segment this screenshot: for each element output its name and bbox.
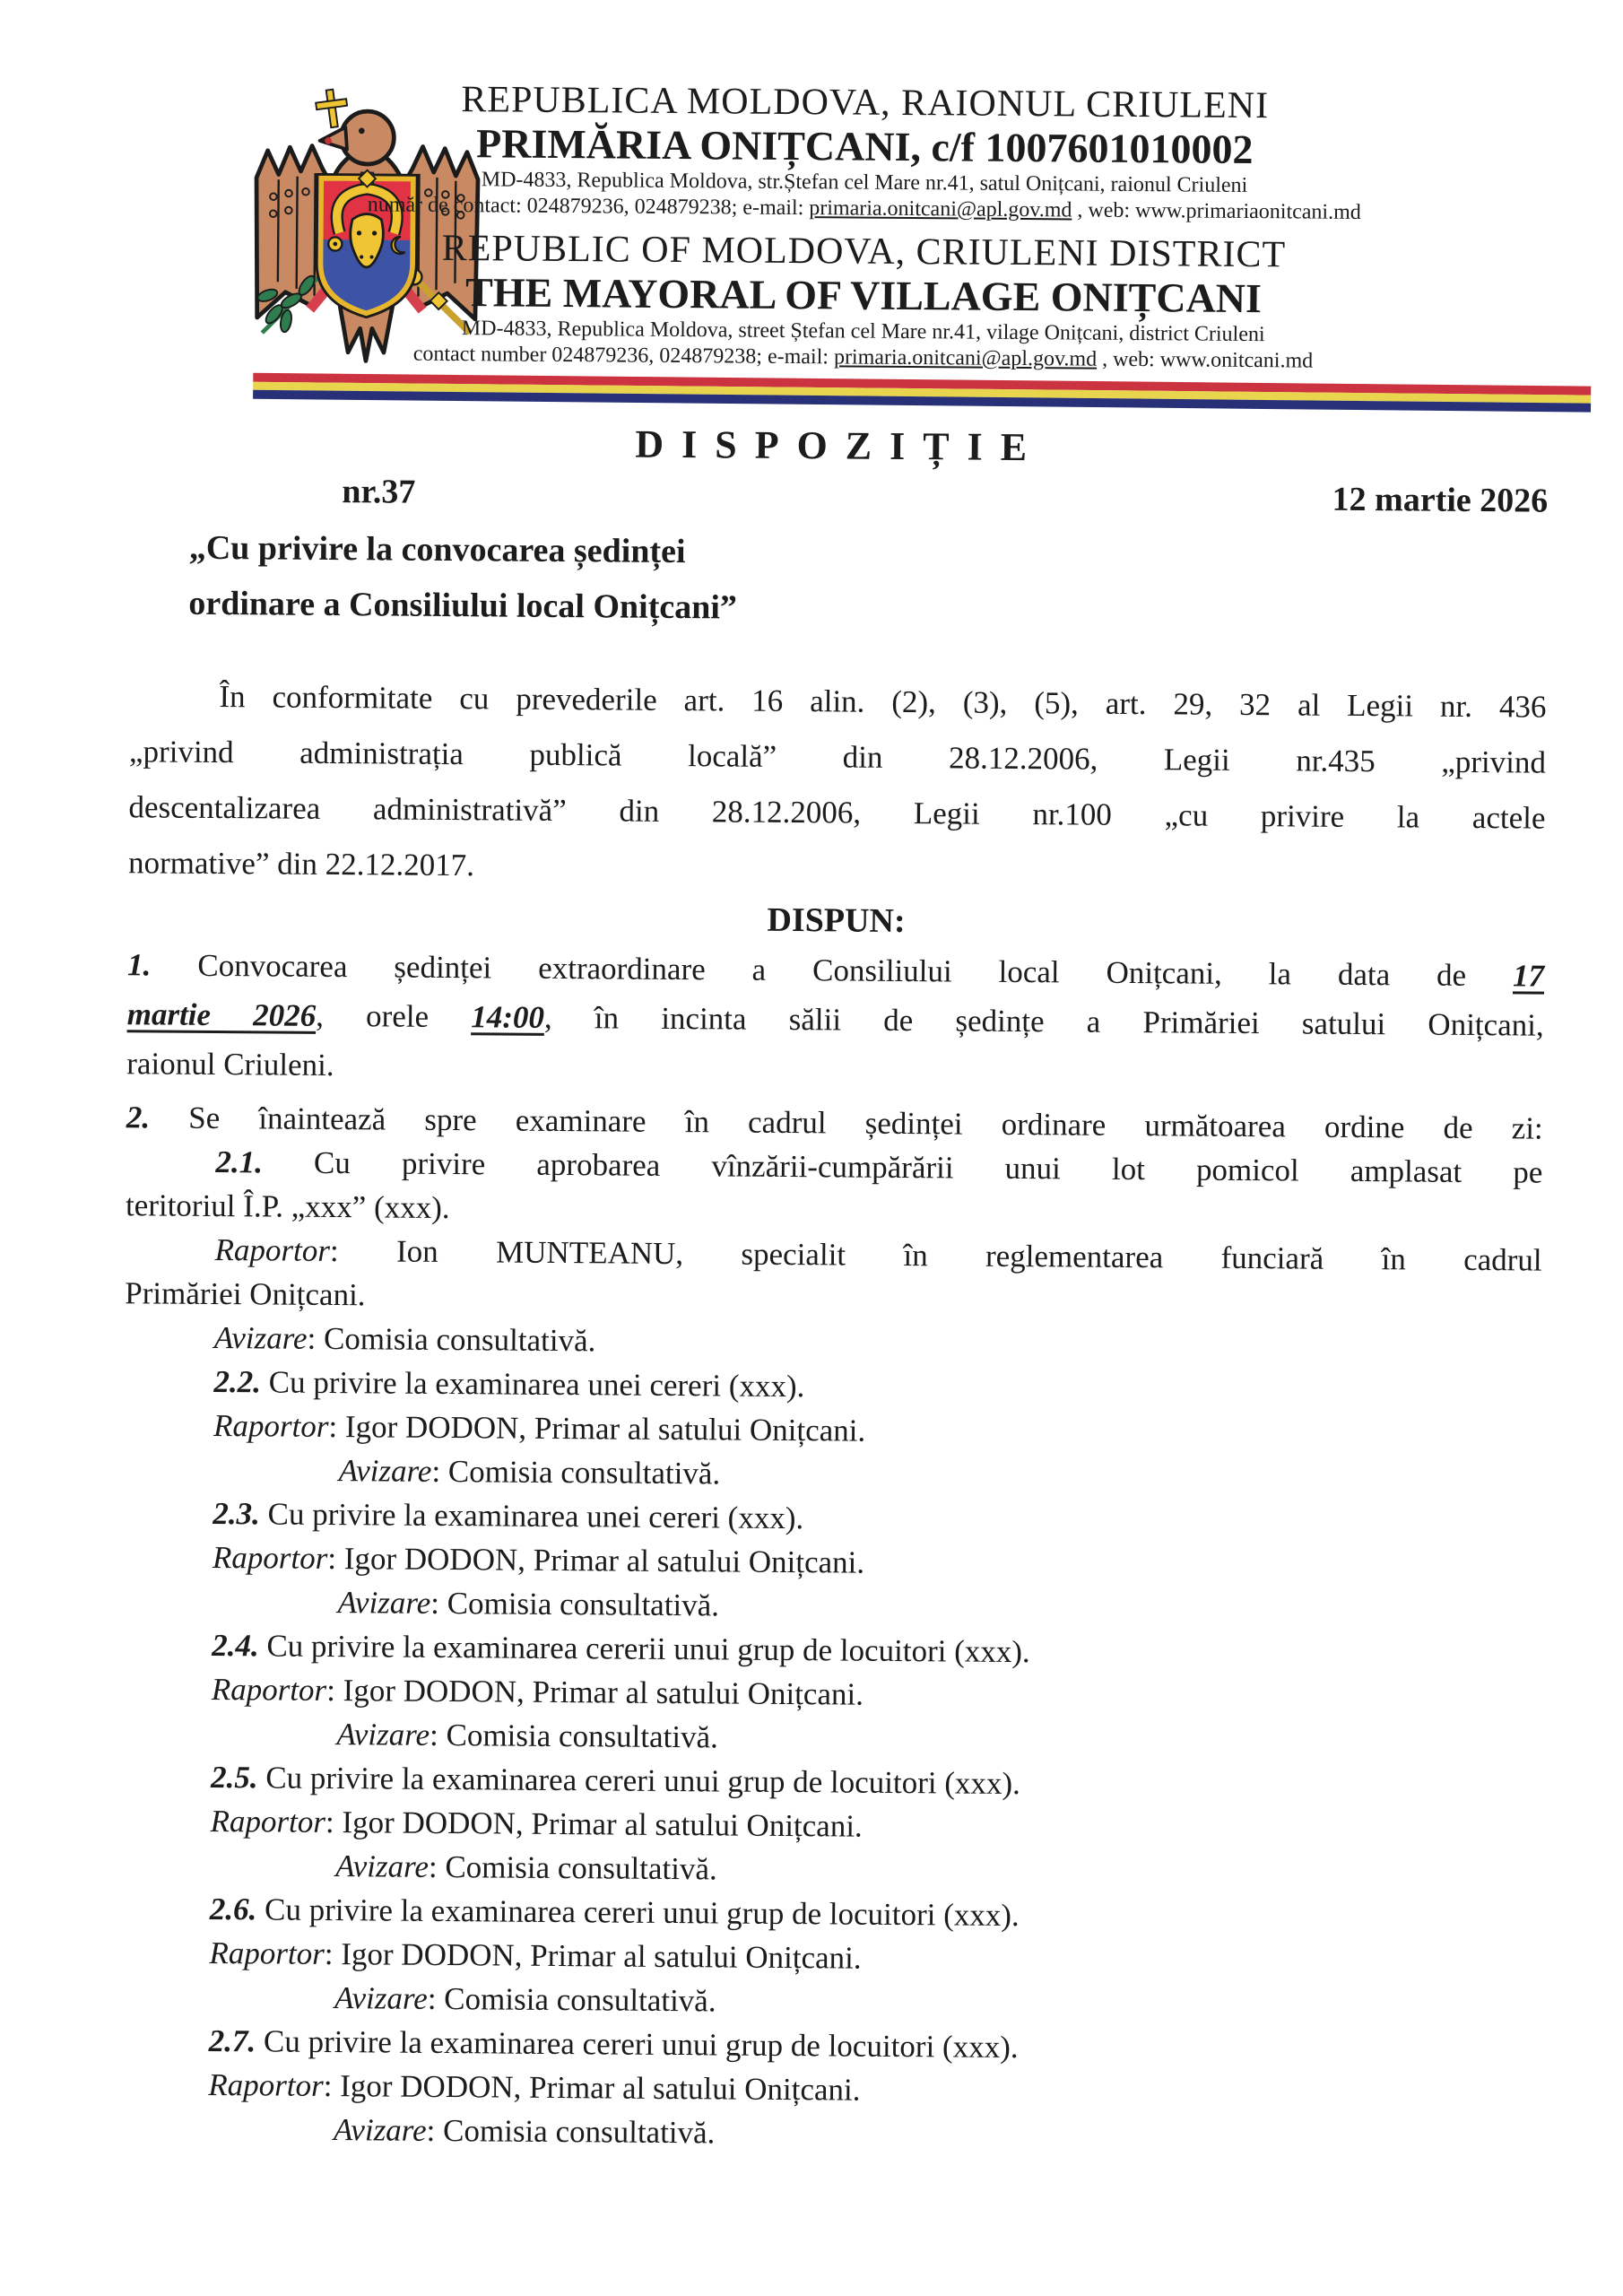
raportor-text: Igor DODON, Primar al satului Onițcani. xyxy=(344,1409,866,1448)
colon: : xyxy=(427,1980,437,2016)
contact-prefix-en: contact number 024879236, 024879238; e-mail: xyxy=(412,342,835,370)
avizare-text: Comisia consultativă. xyxy=(444,1981,716,2019)
document-number: nr.37 xyxy=(342,473,416,511)
colon: : xyxy=(429,1717,438,1752)
colon: : xyxy=(325,1804,334,1840)
raportor-text: Igor DODON, Primar al satului Onițcani. xyxy=(342,1805,863,1844)
agenda-item-2-7 xyxy=(118,2018,1536,2161)
avizare-text: Comisia consultativă. xyxy=(446,1718,719,1755)
colon: : xyxy=(430,1585,440,1621)
raportor-label: Raportor xyxy=(211,1671,327,1708)
avizare-text: Comisia consultativă. xyxy=(447,1586,720,1623)
number-date-row xyxy=(131,469,1548,521)
contact-suffix-ro: , web: www.primariaonitcani.md xyxy=(1072,198,1361,224)
letterhead-address-en: MD-4833, Republica Moldova, street Ștefan cel Mare nr.41, vilage Onițcani, district Criuleni xyxy=(461,317,1265,347)
avizare-text: Comisia consultativă. xyxy=(323,1320,596,1359)
letterhead-country-en: REPUBLIC OF MOLDOVA, CRIULENI DISTRICT xyxy=(441,227,1287,276)
highlighted-date: martie 2026 xyxy=(126,996,317,1033)
colon: : xyxy=(428,1848,438,1884)
contact-suffix-en: , web: www.onitcani.md xyxy=(1097,347,1314,373)
item-text: Cu privire la examinarea cereri unui grup de locuitori (xxx). xyxy=(265,1760,1021,1802)
document-subject xyxy=(188,520,1548,642)
agenda-item-2-4 xyxy=(121,1622,1539,1765)
item-number: 2.4. xyxy=(212,1627,259,1664)
raportor-label: Raportor xyxy=(212,1539,328,1576)
colon: : xyxy=(326,1672,336,1709)
item-text: Cu privire aprobarea vînzării-cumpărării unui lot pomicol amplasat pe xyxy=(313,1144,1543,1190)
colon: : xyxy=(431,1453,441,1489)
highlighted-time: 14:00 xyxy=(471,999,545,1035)
moldova-flag-divider xyxy=(253,373,1591,413)
agenda-item-2-3 xyxy=(122,1491,1540,1633)
dispun-heading: DISPUN: xyxy=(767,900,906,941)
raportor-label: Raportor xyxy=(209,1935,325,1971)
item-number: 2. xyxy=(126,1100,151,1135)
contact-prefix-ro: număr de contact: 024879236, 024879238; e-mail: xyxy=(367,193,810,221)
order-item-1 xyxy=(126,940,1544,1099)
avizare-label: Avizare xyxy=(336,1717,430,1752)
item-number: 2.3. xyxy=(213,1495,260,1532)
document-body xyxy=(0,418,1620,2161)
email-link-en: primaria.onitcani@apl.gov.md xyxy=(833,345,1098,371)
document-date: 12 martie 2026 xyxy=(1332,480,1549,520)
avizare-text: Comisia consultativă. xyxy=(442,2113,716,2151)
subject-line-1: „Cu privire la convocarea ședinței xyxy=(188,528,686,571)
item-text: Cu privire la examinarea cereri unui grup de locuitori (xxx). xyxy=(263,2023,1019,2066)
avizare-label: Avizare xyxy=(338,1453,432,1489)
avizare-label: Avizare xyxy=(333,2112,427,2148)
email-link-ro: primaria.onitcani@apl.gov.md xyxy=(809,196,1072,222)
raportor-label: Raportor xyxy=(213,1407,329,1444)
item-text: Cu privire la examinarea unei cereri (xxx). xyxy=(267,1496,804,1536)
item-number: 1. xyxy=(126,947,152,983)
preamble-line: În conformitate cu prevederile art. 16 alin. (2), (3), (5), art. 29, 32 al Legii nr. 436 xyxy=(219,679,1547,725)
subject-line-2: ordinare a Consiliului local Onițcani” xyxy=(188,584,738,627)
item-text: Se înaintează spre examinare în cadrul ședinței ordinare următoarea ordine de zi: xyxy=(188,1100,1543,1146)
item-number: 2.7. xyxy=(208,2022,256,2059)
raportor-text: Igor DODON, Primar al satului Onițcani. xyxy=(343,1673,864,1712)
preamble-line: normative” din 22.12.2017. xyxy=(127,845,475,883)
raportor-text: Igor DODON, Primar al satului Onițcani. xyxy=(343,1541,865,1580)
agenda-item-2-2 xyxy=(124,1359,1541,1501)
colon: : xyxy=(324,1935,334,1972)
item-number: 2.5. xyxy=(210,1759,258,1796)
letterhead-org-en: THE MAYORAL OF VILLAGE ONIȚCANI xyxy=(464,269,1263,322)
raportor-continuation: Primăriei Onițcani. xyxy=(125,1275,366,1313)
item-number: 2.1. xyxy=(215,1144,264,1180)
colon: : xyxy=(328,1408,338,1445)
letterhead-text xyxy=(293,78,1434,376)
letterhead-address-ro: MD-4833, Republica Moldova, str.Ștefan cel Mare nr.41, satul Onițcani, raionul Criuleni xyxy=(481,168,1248,197)
preamble-line: descentalizarea administrativă” din 28.12.2006, Legii nr.100 „cu privire la actele xyxy=(128,789,1546,836)
item-number: 2.6. xyxy=(209,1891,257,1927)
avizare-label: Avizare xyxy=(213,1319,308,1356)
letterhead-org-ro: PRIMĂRIA ONIȚCANI, c/f 1007601010002 xyxy=(475,120,1254,173)
letterhead-country-ro: REPUBLICA MOLDOVA, RAIONUL CRIULENI xyxy=(461,79,1270,127)
avizare-label: Avizare xyxy=(335,1848,430,1884)
item-text: , orele xyxy=(316,997,430,1034)
avizare-text: Comisia consultativă. xyxy=(447,1454,721,1492)
raportor-text: Igor DODON, Primar al satului Onițcani. xyxy=(341,1936,862,1976)
document-title: DISPOZIȚIE xyxy=(635,422,1046,470)
item-text: Cu privire la examinarea unei cereri (xxx). xyxy=(268,1364,805,1405)
order-item-1-line: raionul Criuleni. xyxy=(126,1046,334,1083)
preamble xyxy=(128,668,1547,901)
preamble-line: „privind administrația publică locală” din 28.12.2006, Legii nr.435 „privind xyxy=(128,734,1547,780)
agenda-title-continuation: teritoriul Î.P. „xxx” (xxx). xyxy=(125,1187,450,1226)
item-text: Cu privire la examinarea cererii unui grup de locuitori (xxx). xyxy=(266,1628,1030,1670)
scan-tilt-wrapper xyxy=(0,66,1623,2161)
avizare-label: Avizare xyxy=(334,1980,428,2016)
colon: : xyxy=(307,1320,317,1356)
raportor-label: Raportor xyxy=(214,1231,331,1268)
raportor-text: Igor DODON, Primar al satului Onițcani. xyxy=(340,2068,861,2108)
raportor-label: Raportor xyxy=(208,2066,324,2103)
item-number: 2.2. xyxy=(213,1363,262,1400)
raportor-label: Raportor xyxy=(210,1803,326,1839)
item-text: Cu privire la examinarea cereri unui grup de locuitori (xxx). xyxy=(264,1892,1020,1934)
agenda-item-2-6 xyxy=(119,1886,1537,2029)
agenda-item-2-1 xyxy=(125,1139,1543,1370)
letterhead xyxy=(0,66,1623,379)
raportor-text: Ion MUNTEANU, specialit în reglementarea funciară în cadrul xyxy=(395,1233,1542,1278)
item-text: , în incinta sălii de ședințe a Primăriei satului Onițcani, xyxy=(543,999,1544,1043)
colon: : xyxy=(426,2112,436,2148)
item-text: Convocarea ședinței extraordinare a Consiliului local Onițcani, la data de xyxy=(197,947,1467,993)
avizare-text: Comisia consultativă. xyxy=(445,1849,717,1887)
avizare-label: Avizare xyxy=(337,1585,431,1621)
agenda-list xyxy=(118,1139,1543,2161)
colon: : xyxy=(323,2067,333,2104)
colon: : xyxy=(329,1232,339,1269)
highlighted-date: 17 xyxy=(1512,958,1545,994)
agenda-item-2-5 xyxy=(120,1754,1538,1897)
colon: : xyxy=(327,1540,337,1577)
